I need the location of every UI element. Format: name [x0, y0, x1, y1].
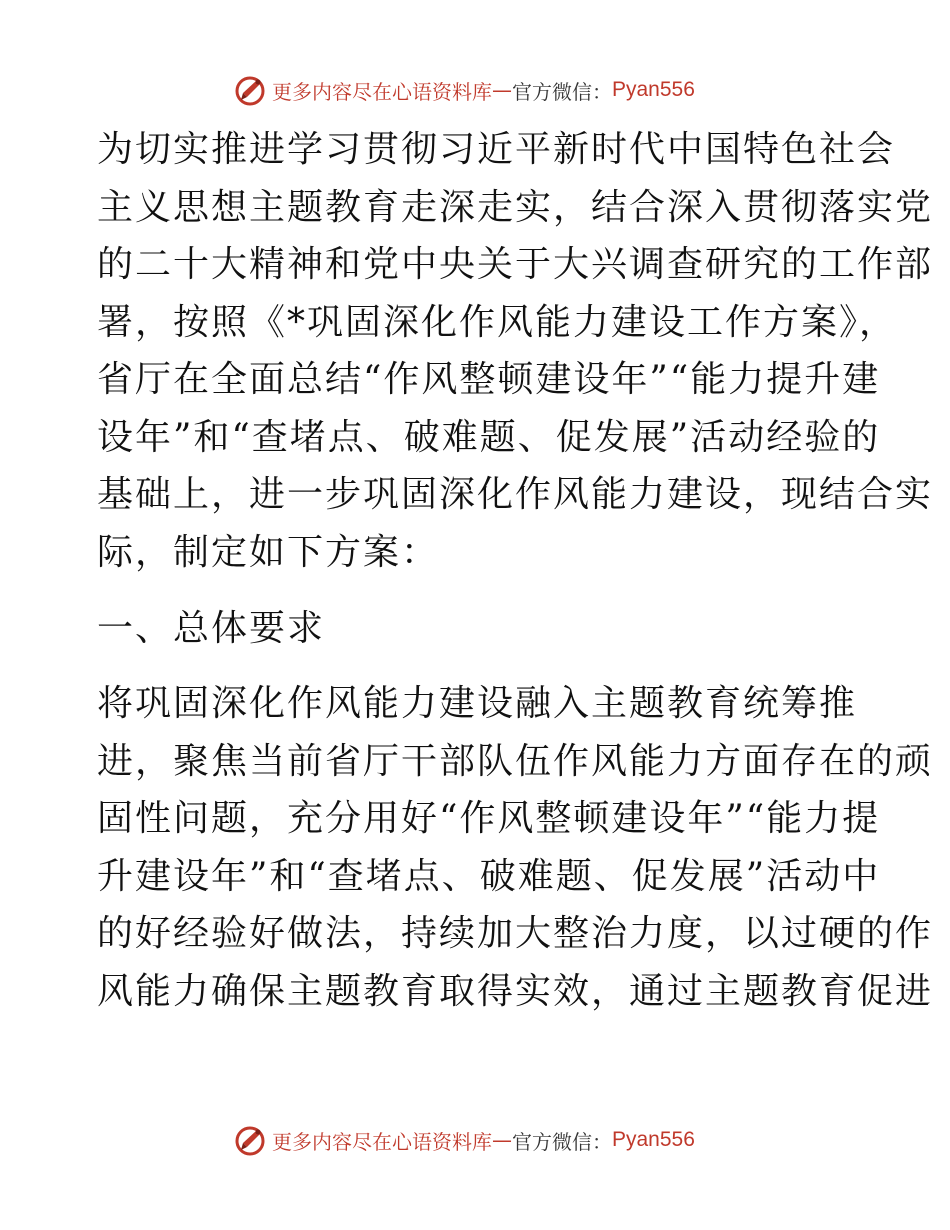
watermark-dash: — [492, 78, 512, 102]
text-line: 风能力确保主题教育取得实效，通过主题教育促进 [97, 971, 934, 1012]
watermark-site-text: 更多内容尽在心语资料库 [272, 79, 492, 104]
text-line: 基础上，进一步巩固深化作风能力建设，现结合实 [97, 474, 934, 515]
text-line: 固性问题，充分用好“作风整顿建设年”“能力提 [97, 798, 881, 839]
text-line: 设年”和“查堵点、破难题、促发展”活动经验的 [97, 417, 881, 458]
pen-logo-icon [234, 73, 268, 107]
watermark-footer [234, 1122, 695, 1158]
watermark-wechat-id: Pyan556 [612, 1128, 695, 1151]
text-line: 主义思想主题教育走深走实，结合深入贯彻落实党 [97, 187, 934, 228]
text-line: 为切实推进学习贯彻习近平新时代中国特色社会 [97, 129, 896, 170]
section-heading: 一、总体要求 [97, 608, 326, 649]
pen-logo-icon [234, 1123, 268, 1157]
text-line: 署，按照《*巩固深化作风能力建设工作方案》， [97, 302, 898, 343]
watermark-wechat-id: Pyan556 [612, 78, 695, 101]
text-line: 际，制定如下方案： [97, 532, 440, 573]
text-line: 的好经验好做法，持续加大整治力度，以过硬的作 [97, 913, 934, 954]
text-line: 省厅在全面总结“作风整顿建设年”“能力提升建 [97, 359, 881, 400]
text-line: 升建设年”和“查堵点、破难题、促发展”活动中 [97, 856, 881, 897]
watermark-header [234, 72, 695, 108]
watermark-site-text: 更多内容尽在心语资料库 [272, 1129, 492, 1154]
text-line: 的二十大精神和党中央关于大兴调查研究的工作部 [97, 244, 934, 285]
watermark-wechat-label: 官方微信： [512, 79, 612, 104]
text-line: 将巩固深化作风能力建设融入主题教育统筹推 [97, 683, 858, 724]
watermark-wechat-label: 官方微信： [512, 1129, 612, 1154]
text-line: 进，聚焦当前省厅干部队伍作风能力方面存在的顽 [97, 741, 934, 782]
watermark-dash: — [492, 1128, 512, 1152]
